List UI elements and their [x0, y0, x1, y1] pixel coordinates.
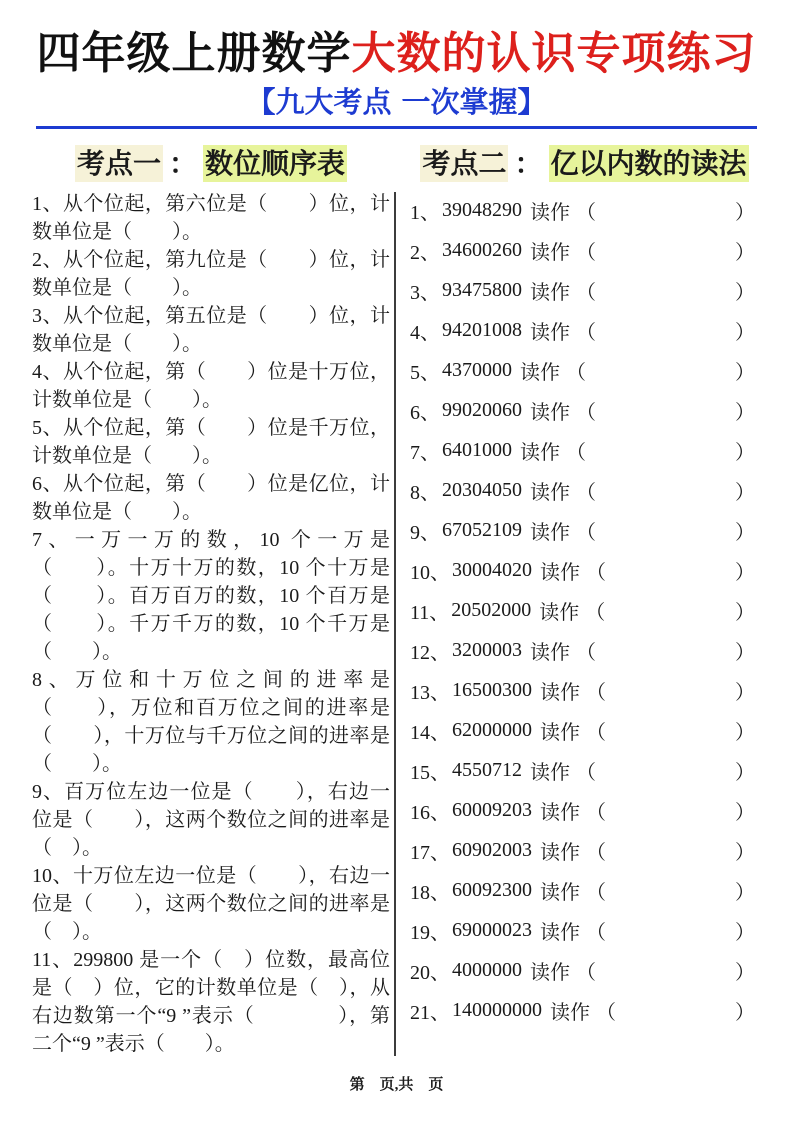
section-headers — [0, 142, 793, 182]
item-value: 4550712 — [452, 758, 522, 781]
read-item-14 — [410, 710, 761, 750]
item-number: 15、 — [410, 761, 450, 784]
blank-open-paren: （ — [586, 721, 606, 744]
read-item-21 — [410, 990, 761, 1030]
blank-open-paren: （ — [576, 761, 596, 784]
item-value: 60902003 — [452, 838, 532, 861]
read-item-12 — [410, 630, 761, 670]
read-as-label: 读作 — [550, 1001, 590, 1024]
blank-close-paren: ） — [735, 681, 755, 704]
question-1: 1、从个位起，第六位是（ ）位，计数单位是（ ）。 — [32, 193, 390, 244]
worksheet-columns — [0, 190, 793, 1058]
item-value: 4000000 — [452, 958, 522, 981]
section-one-colon: ： — [168, 147, 197, 181]
read-as-label: 读作 — [530, 401, 570, 424]
read-as-label: 读作 — [530, 281, 570, 304]
blank-close-paren: ） — [735, 361, 755, 384]
section-two-label: 考点二 — [422, 147, 507, 181]
read-as-label: 读作 — [540, 681, 580, 704]
blank-open-paren: （ — [566, 361, 586, 384]
section-two-items — [400, 190, 761, 1058]
blank-open-paren: （ — [586, 681, 606, 704]
read-item-17 — [410, 830, 761, 870]
item-value: 6401000 — [442, 438, 512, 461]
question-10: 10、十万位左边一位是（ ），右边一位是（ ），这两个数位之间的进率是（ ）。 — [32, 865, 390, 944]
item-number: 20、 — [410, 961, 450, 984]
item-value: 30004020 — [452, 558, 532, 581]
item-number: 9、 — [410, 521, 440, 544]
item-number: 2、 — [410, 241, 440, 264]
item-number: 10、 — [410, 561, 450, 584]
blank-close-paren: ） — [735, 401, 755, 424]
item-number: 4、 — [410, 321, 440, 344]
blank-close-paren: ） — [735, 321, 755, 344]
blank-open-paren: （ — [585, 601, 606, 624]
blank-close-paren: ） — [735, 1001, 755, 1024]
item-number: 3、 — [410, 281, 440, 304]
question-2: 2、从个位起，第九位是（ ）位，计数单位是（ ）。 — [32, 249, 390, 300]
item-number: 13、 — [410, 681, 450, 704]
item-number: 8、 — [410, 481, 440, 504]
item-value: 69000023 — [452, 918, 532, 941]
item-value: 3200003 — [452, 638, 522, 661]
blank-close-paren: ） — [735, 841, 755, 864]
read-as-label: 读作 — [540, 801, 580, 824]
read-item-16 — [410, 790, 761, 830]
read-item-13 — [410, 670, 761, 710]
read-item-20 — [410, 950, 761, 990]
read-as-label: 读作 — [530, 761, 570, 784]
read-as-label: 读作 — [530, 961, 570, 984]
question-8: 8、万位和十万位之间的进率是（ ），万位和百万位之间的进率是（ ），十万位与千万位之间的进率是（ ）。 — [32, 669, 390, 776]
title-course: 四年级上册数学 — [36, 28, 352, 79]
blank-close-paren: ） — [735, 441, 755, 464]
section-header-right — [390, 142, 761, 182]
blank-open-paren: （ — [586, 801, 606, 824]
read-as-label: 读作 — [530, 481, 570, 504]
question-3: 3、从个位起，第五位是（ ）位，计数单位是（ ）。 — [32, 305, 390, 356]
read-as-label: 读作 — [530, 641, 570, 664]
item-value: 62000000 — [452, 718, 532, 741]
item-number: 5、 — [410, 361, 440, 384]
page-title — [0, 30, 793, 78]
blank-open-paren: （ — [576, 321, 596, 344]
item-value: 60092300 — [452, 878, 532, 901]
item-number: 6、 — [410, 401, 440, 424]
item-value: 16500300 — [452, 678, 532, 701]
blank-close-paren: ） — [735, 561, 755, 584]
read-item-5 — [410, 350, 761, 390]
blank-close-paren: ） — [735, 961, 755, 984]
item-value: 99020060 — [442, 398, 522, 421]
item-value: 94201008 — [442, 318, 522, 341]
read-as-label: 读作 — [540, 841, 580, 864]
blank-open-paren: （ — [576, 521, 596, 544]
blank-close-paren: ） — [735, 601, 755, 624]
page-footer — [0, 1073, 793, 1094]
read-item-7 — [410, 430, 761, 470]
read-as-label: 读作 — [530, 521, 570, 544]
blank-open-paren: （ — [586, 881, 606, 904]
item-number: 16、 — [410, 801, 450, 824]
blank-close-paren: ） — [735, 801, 755, 824]
title-topic: 大数的认识专项练习 — [351, 28, 757, 79]
section-header-left — [32, 142, 390, 182]
blank-open-paren: （ — [566, 441, 586, 464]
item-value: 39048290 — [442, 198, 522, 221]
read-as-label: 读作 — [530, 201, 570, 224]
blank-close-paren: ） — [735, 481, 755, 504]
section-two-colon: ： — [514, 147, 543, 181]
blank-open-paren: （ — [576, 401, 596, 424]
read-as-label: 读作 — [540, 921, 580, 944]
blank-open-paren: （ — [576, 281, 596, 304]
item-number: 12、 — [410, 641, 450, 664]
item-number: 18、 — [410, 881, 450, 904]
read-item-8 — [410, 470, 761, 510]
section-one-questions — [32, 190, 390, 1058]
blank-open-paren: （ — [596, 1001, 616, 1024]
blank-close-paren: ） — [735, 921, 755, 944]
page-subtitle: 【九大考点 一次掌握】 — [246, 85, 547, 120]
item-number: 21、 — [410, 1001, 450, 1024]
title-divider-rule — [36, 126, 757, 129]
blank-open-paren: （ — [586, 921, 606, 944]
read-item-19 — [410, 910, 761, 950]
item-value: 140000000 — [452, 998, 542, 1021]
item-number: 14、 — [410, 721, 450, 744]
read-as-label: 读作 — [539, 601, 580, 624]
item-number: 19、 — [410, 921, 450, 944]
question-9: 9、百万位左边一位是（ ），右边一位是（ ），这两个数位之间的进率是（ ）。 — [32, 781, 390, 860]
blank-close-paren: ） — [735, 881, 755, 904]
blank-open-paren: （ — [576, 201, 596, 224]
read-item-6 — [410, 390, 761, 430]
read-item-10 — [410, 550, 761, 590]
blank-open-paren: （ — [576, 241, 596, 264]
item-number: 17、 — [410, 841, 450, 864]
section-one-label: 考点一 — [76, 147, 161, 181]
read-item-1 — [410, 190, 761, 230]
read-as-label: 读作 — [520, 361, 560, 384]
blank-open-paren: （ — [586, 841, 606, 864]
blank-close-paren: ） — [735, 201, 755, 224]
read-as-label: 读作 — [520, 441, 560, 464]
read-as-label: 读作 — [540, 561, 580, 584]
read-item-4 — [410, 310, 761, 350]
blank-close-paren: ） — [735, 281, 755, 304]
blank-close-paren: ） — [735, 721, 755, 744]
blank-open-paren: （ — [576, 961, 596, 984]
read-as-label: 读作 — [530, 241, 570, 264]
item-number: 11、 — [410, 601, 450, 624]
section-two-topic: 亿以内数的读法 — [550, 147, 747, 181]
read-item-18 — [410, 870, 761, 910]
item-number: 1、 — [410, 201, 440, 224]
blank-open-paren: （ — [576, 641, 596, 664]
blank-close-paren: ） — [735, 641, 755, 664]
question-7: 7、一万一万的数，10 个一万是（ ）。十万十万的数，10 个十万是（ ）。百万百万的数，10 个百万是（ ）。千万千万的数，10 个千万是（ ）。 — [32, 529, 390, 664]
read-item-15 — [410, 750, 761, 790]
read-item-9 — [410, 510, 761, 550]
read-as-label: 读作 — [540, 721, 580, 744]
read-item-3 — [410, 270, 761, 310]
read-as-label: 读作 — [540, 881, 580, 904]
read-item-2 — [410, 230, 761, 270]
read-item-11 — [410, 590, 761, 630]
item-value: 93475800 — [442, 278, 522, 301]
blank-open-paren: （ — [576, 481, 596, 504]
page-number-text: 第 页,共 页 — [349, 1077, 444, 1093]
item-number: 7、 — [410, 441, 440, 464]
question-5: 5、从个位起，第（ ）位是千万位，计数单位是（ ）。 — [32, 417, 390, 468]
question-11: 11、299800 是一个（ ）位数，最高位是（ ）位，它的计数单位是（ ），从右边数第一个“9 ”表示（ ），第二个“9 ”表示（ ）。 — [32, 949, 390, 1056]
item-value: 67052109 — [442, 518, 522, 541]
read-as-label: 读作 — [530, 321, 570, 344]
question-4: 4、从个位起，第（ ）位是十万位，计数单位是（ ）。 — [32, 361, 390, 412]
blank-close-paren: ） — [735, 761, 755, 784]
item-value: 4370000 — [442, 358, 512, 381]
blank-close-paren: ） — [735, 241, 755, 264]
blank-open-paren: （ — [586, 561, 606, 584]
item-value: 20502000 — [451, 598, 532, 621]
question-6: 6、从个位起，第（ ）位是亿位，计数单位是（ ）。 — [32, 473, 390, 524]
item-value: 34600260 — [442, 238, 522, 261]
column-divider — [394, 192, 396, 1056]
blank-close-paren: ） — [735, 521, 755, 544]
item-value: 60009203 — [452, 798, 532, 821]
section-one-topic: 数位顺序表 — [205, 147, 346, 181]
item-value: 20304050 — [442, 478, 522, 501]
